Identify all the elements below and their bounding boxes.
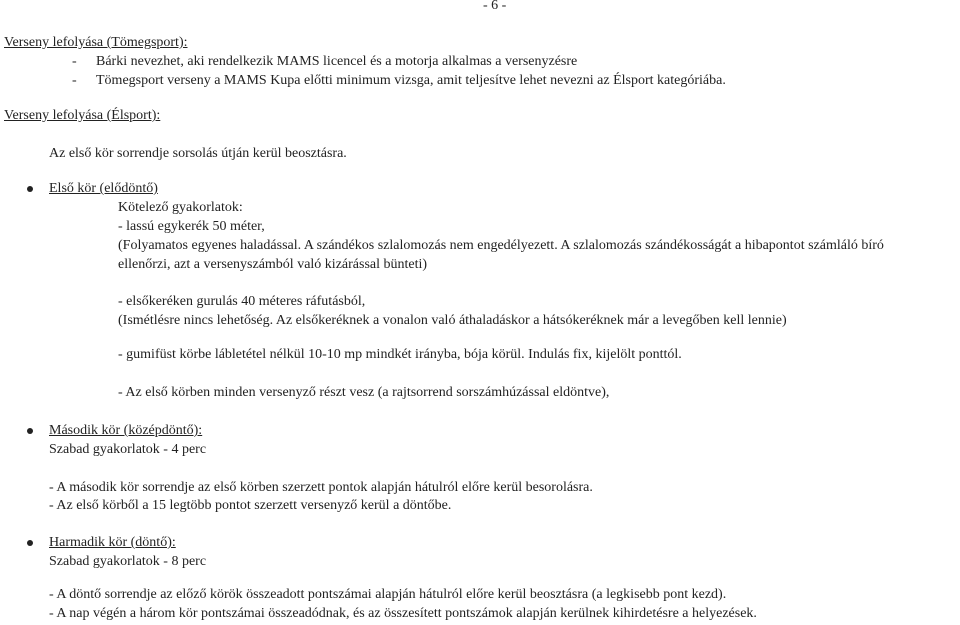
second-round-subtitle: Szabad gyakorlatok - 4 perc — [49, 442, 207, 457]
elsport-intro: Az első kör sorrendje sorsolás útján kerül beosztásra. — [49, 146, 347, 161]
first-round-line: Kötelező gyakorlatok: — [118, 200, 243, 215]
tomegsport-item: Bárki nevezhet, aki rendelkezik MAMS licencel és a motorja alkalmas a versenyzésre — [96, 54, 578, 69]
bullet-icon — [27, 186, 33, 192]
elsport-heading: Verseny lefolyása (Élsport): — [4, 108, 161, 123]
third-round-subtitle: Szabad gyakorlatok - 8 perc — [49, 554, 207, 569]
second-round-line: - Az első körből a 15 legtöbb pontot szerzett versenyző kerül a döntőbe. — [49, 498, 452, 513]
tomegsport-item: Tömegsport verseny a MAMS Kupa előtti minimum vizsga, amit teljesítve lehet nevezni az Élsport kategóriába. — [96, 73, 726, 88]
first-round-line: (Ismétlésre nincs lehetőség. Az elsőkeréknek a vonalon való áthaladáskor a hátsókeréknek már a levegőben kell lennie) — [118, 313, 787, 328]
dash-marker: - — [72, 73, 77, 88]
bullet-icon — [27, 428, 33, 434]
third-round-line: - A döntő sorrendje az előző körök összeadott pontszámai alapján hátulról előre kerül beosztásra (a legkisebb pont kezd). — [49, 587, 727, 602]
second-round-title: Második kör (középdöntő): — [49, 423, 203, 438]
first-round-line: ellenőrzi, azt a versenyszámból való kizárással bünteti) — [118, 257, 428, 272]
second-round-line: - A második kör sorrendje az első körben szerzett pontok alapján hátulról előre kerül besorolásra. — [49, 480, 593, 495]
third-round-line: - A nap végén a három kör pontszámai összeadódnak, és az összesített pontszámok alapján kerülnek kihirdetésre a helyezések. — [49, 606, 757, 621]
page-number: - 6 - — [483, 0, 507, 13]
first-round-line: - lassú egykerék 50 méter, — [118, 219, 265, 234]
first-round-line: - elsőkeréken gurulás 40 méteres ráfutásból, — [118, 294, 366, 309]
first-round-line: - gumifüst körbe lábletétel nélkül 10-10 mp mindkét irányba, bója körül. Indulás fix, kijelölt ponttól. — [118, 347, 682, 362]
tomegsport-heading: Verseny lefolyása (Tömegsport): — [4, 35, 188, 50]
dash-marker: - — [72, 54, 77, 69]
first-round-title: Első kör (elődöntő) — [49, 181, 158, 196]
bullet-icon — [27, 540, 33, 546]
third-round-title: Harmadik kör (döntő): — [49, 535, 176, 550]
first-round-line: (Folyamatos egyenes haladással. A szándékos szlalomozás nem engedélyezett. A szlalomozás szándékosságát a hibapontot számláló bíró — [118, 238, 884, 253]
first-round-line: - Az első körben minden versenyző részt vesz (a rajtsorrend sorszámhúzással eldöntve), — [118, 385, 610, 400]
